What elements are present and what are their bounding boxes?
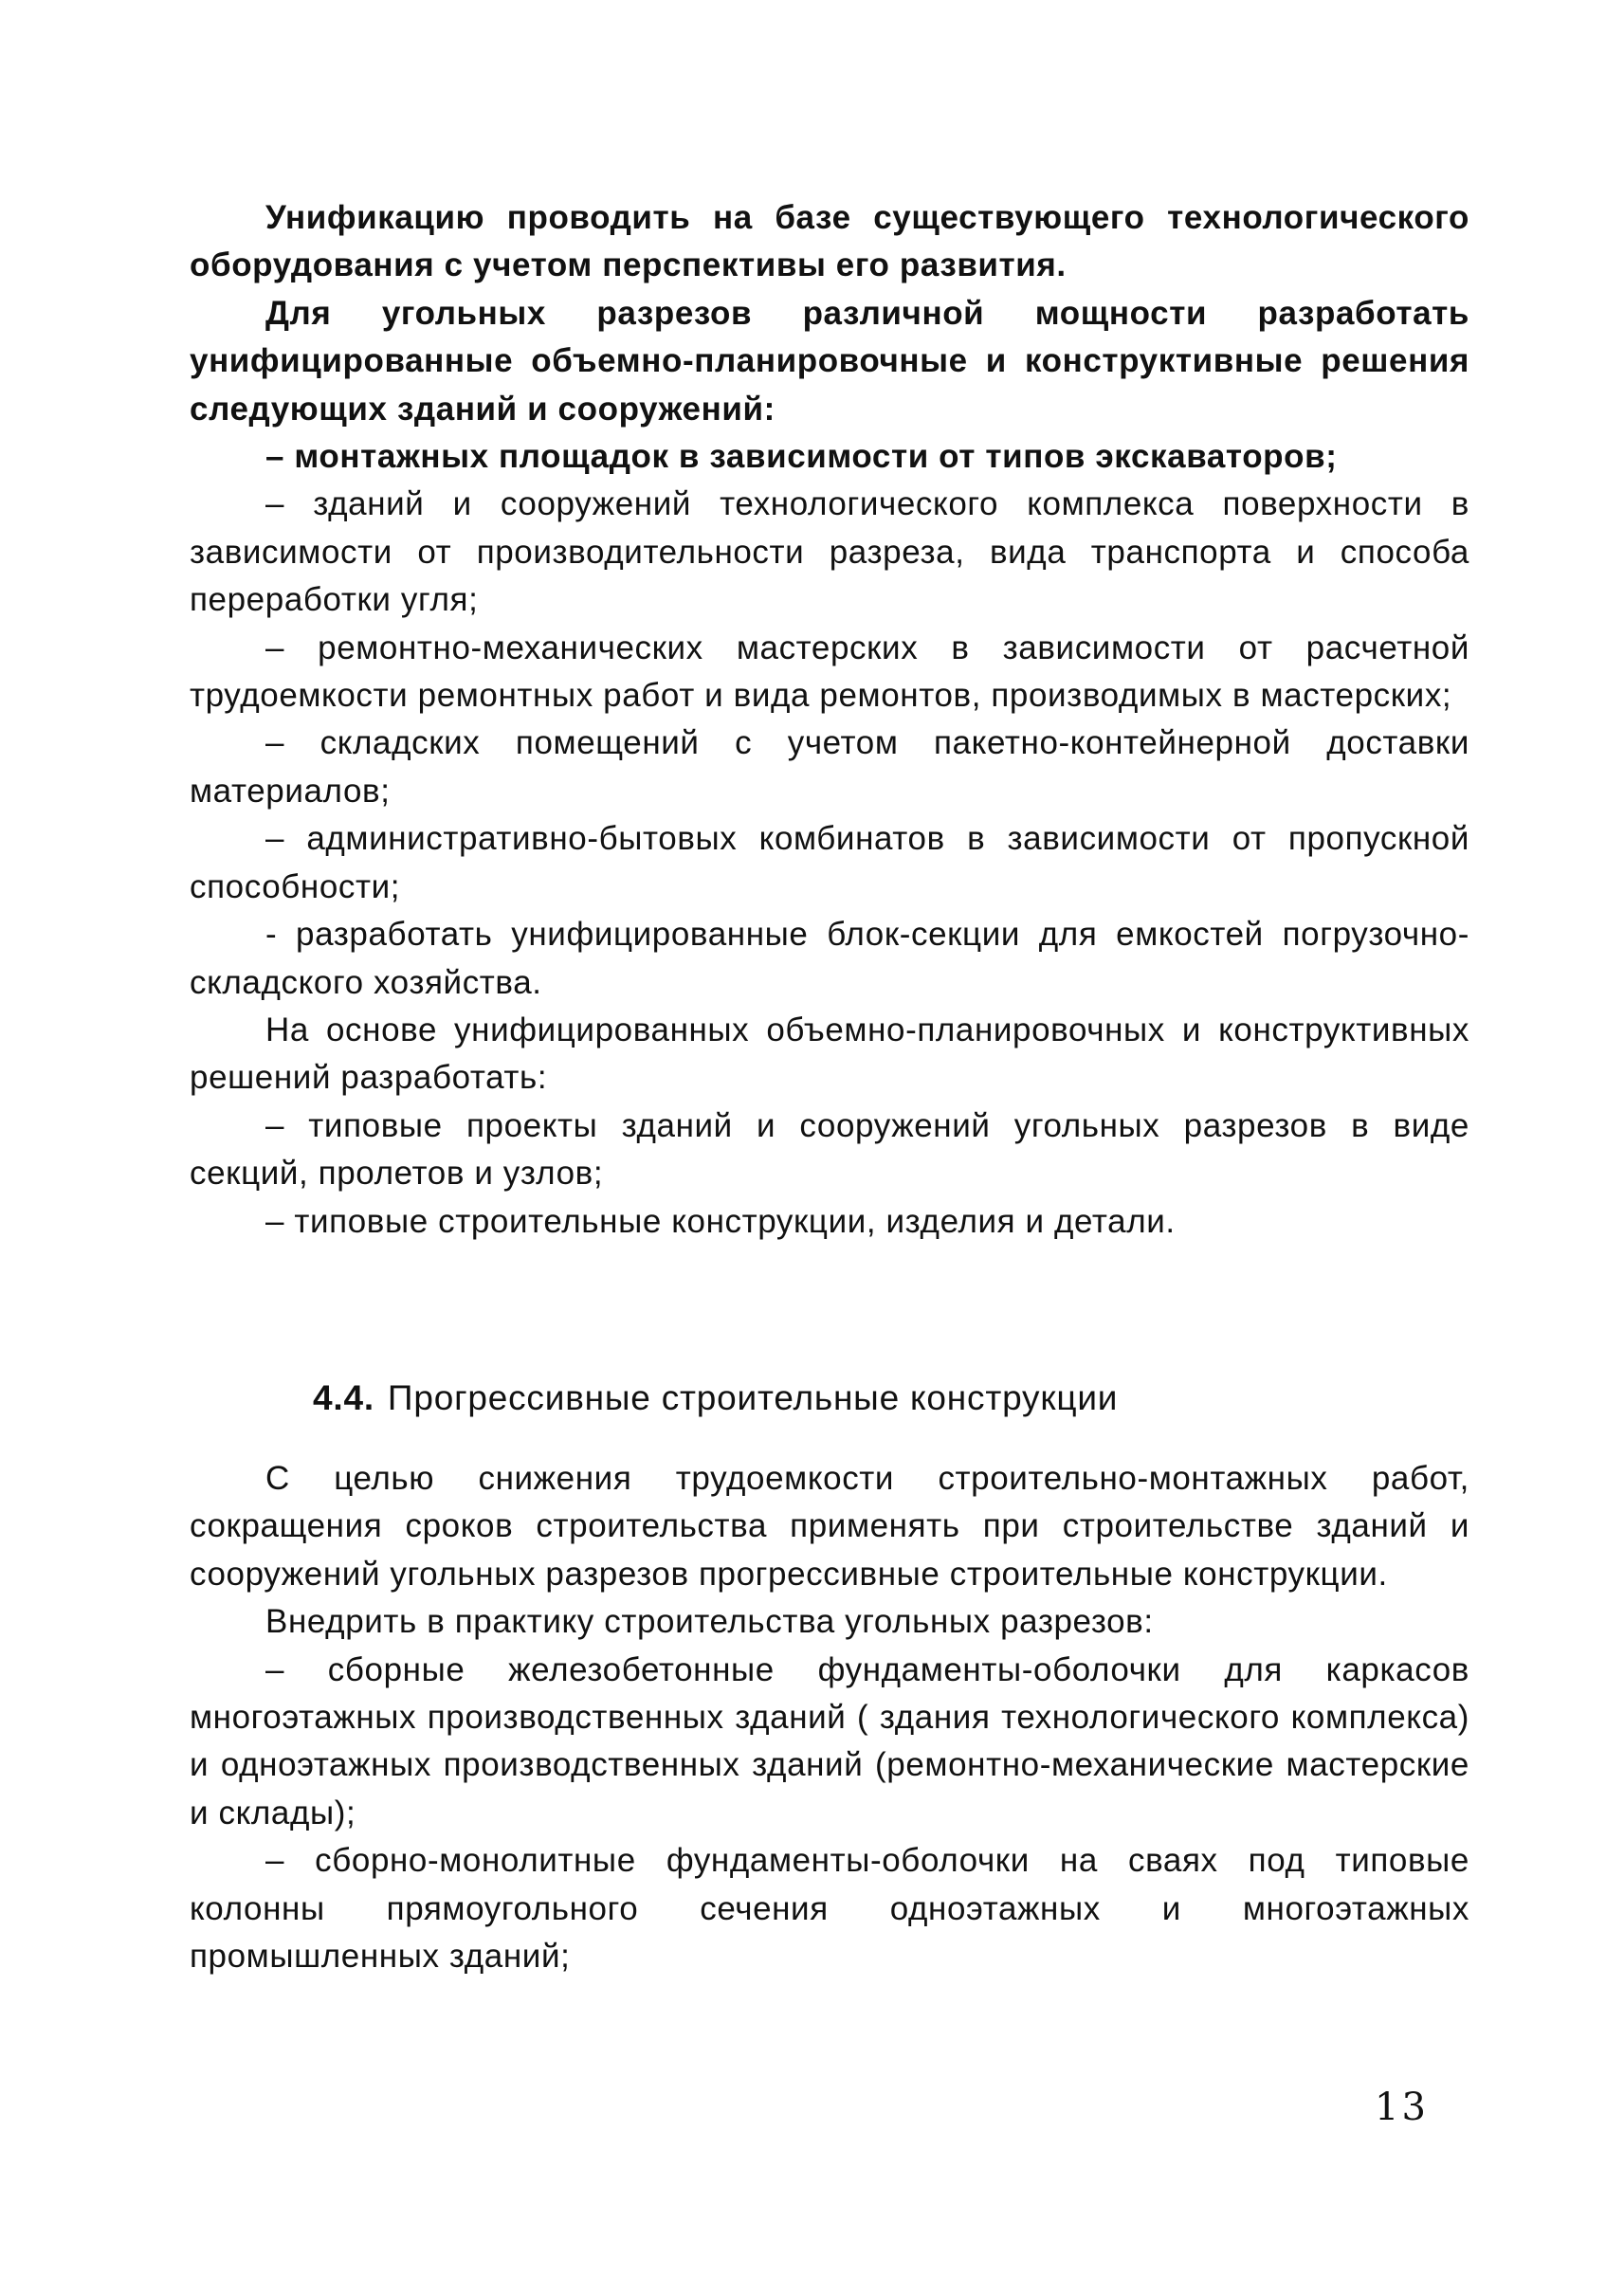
list-item-block-sections: - разработать унифицированные блок-секции для емкостей погрузочно-складского хозяйства. — [190, 916, 1469, 1001]
page-number: 13 — [1375, 2086, 1429, 2129]
paragraph-unification: Унификацию проводить на базе существующего технологического оборудования с учетом перспективы его развития. — [190, 199, 1469, 284]
paragraph-purpose: С целью снижения трудоемкости строительно-монтажных работ, сокращения сроков строительства применять при строительстве зданий и сооружений угольных разрезов прогрессивные строительные конструкции. — [190, 1460, 1469, 1593]
body-text-section-2 — [190, 1455, 1469, 1980]
section-number: 4.4. — [313, 1378, 374, 1417]
paragraph-implement: Внедрить в практику строительства угольных разрезов: — [265, 1603, 1154, 1641]
paragraph-develop-solutions: Для угольных разрезов различной мощности разработать унифицированные объемно-планировочные и конструктивные решения следующих зданий и сооружений: — [190, 294, 1469, 428]
list-item-repair-workshops: – ремонтно-механических мастерских в зависимости от расчетной трудоемкости ремонтных работ и вида ремонтов, производимых в мастерских; — [190, 629, 1469, 715]
list-item-surface-complex: – зданий и сооружений технологического комплекса поверхности в зависимости от производительности разреза, вида транспорта и способа переработки угля; — [190, 485, 1469, 619]
list-item-storage: – складских помещений с учетом пакетно-контейнерной доставки материалов; — [190, 724, 1469, 810]
list-item-precast-foundations: – сборные железобетонные фундаменты-оболочки для каркасов многоэтажных производственных зданий ( здания технологического комплекса) и одноэтажных производственных зданий (ремонтно-механические мастерские и склады); — [190, 1650, 1469, 1831]
list-item-mounting-sites: – монтажных площадок в зависимости от типов экскаваторов; — [265, 438, 1338, 476]
section-title: Прогрессивные строительные конструкции — [387, 1378, 1119, 1417]
body-text-section-1 — [190, 194, 1469, 1246]
list-item-typical-structures: – типовые строительные конструкции, изделия и детали. — [265, 1202, 1176, 1240]
list-item-admin-buildings: – административно-бытовых комбинатов в зависимости от пропускной способности; — [190, 820, 1469, 905]
list-item-typical-projects: – типовые проекты зданий и сооружений угольных разрезов в виде секций, пролетов и узлов; — [190, 1106, 1469, 1193]
list-item-monolithic-foundations: – сборно-монолитные фундаменты-оболочки на сваях под типовые колонны прямоугольного сечения одноэтажных и многоэтажных промышленных зданий; — [190, 1842, 1469, 1976]
paragraph-on-basis: На основе унифицированных объемно-планировочных и конструктивных решений разработать: — [190, 1011, 1469, 1097]
section-heading — [313, 1375, 1403, 1422]
